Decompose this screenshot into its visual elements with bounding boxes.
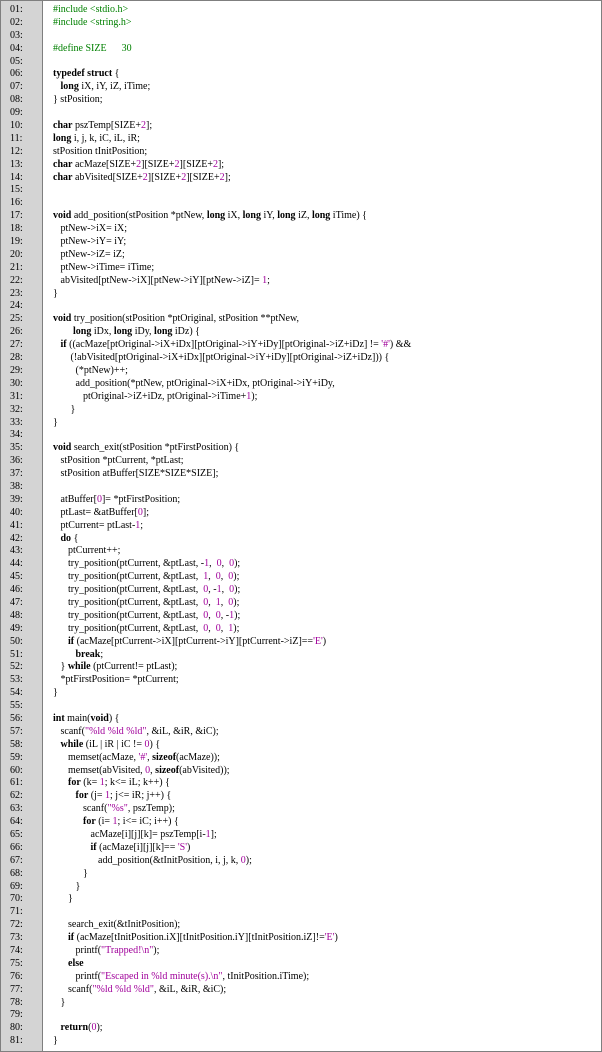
source-text: atBuffer[0]= *ptFirstPosition; bbox=[53, 493, 181, 505]
code-line bbox=[1, 855, 601, 868]
source-text: ptCurrent= ptLast-1; bbox=[53, 519, 144, 531]
source-text: try_position(ptCurrent, &ptLast, 0, 0, 1); bbox=[53, 622, 240, 634]
code-line bbox=[1, 300, 601, 313]
code-line bbox=[1, 223, 601, 236]
line-number: 12: bbox=[10, 145, 23, 157]
line-number: 28: bbox=[10, 352, 23, 364]
code-line bbox=[1, 829, 601, 842]
source-text: } bbox=[53, 893, 73, 905]
line-number: 79: bbox=[10, 1009, 23, 1021]
code-line bbox=[1, 881, 601, 894]
code-line bbox=[1, 249, 601, 262]
line-number: 37: bbox=[10, 468, 23, 480]
code-line bbox=[1, 932, 601, 945]
code-line bbox=[1, 133, 601, 146]
line-number: 63: bbox=[10, 803, 23, 815]
source-text: ptCurrent++; bbox=[53, 545, 121, 557]
source-text: long iDx, long iDy, long iDz) { bbox=[73, 326, 200, 338]
source-text: stPosition *ptCurrent, *ptLast; bbox=[53, 455, 184, 467]
source-text: add_position(*ptNew, ptOriginal->iX+iDx, ptOriginal->iY+iDy, bbox=[53, 377, 335, 389]
code-line bbox=[1, 906, 601, 919]
source-text: try_position(ptCurrent, &ptLast, 0, 0, -1); bbox=[53, 609, 241, 621]
line-number: 42: bbox=[10, 532, 23, 544]
source-text: memset(acMaze, '#', sizeof(acMaze)); bbox=[53, 751, 220, 763]
source-text: add_position(&tInitPosition, i, j, k, 0); bbox=[53, 854, 252, 866]
source-text: stPosition atBuffer[SIZE*SIZE*SIZE]; bbox=[53, 468, 219, 480]
code-line bbox=[1, 713, 601, 726]
line-number: 03: bbox=[10, 29, 23, 41]
line-number: 59: bbox=[10, 751, 23, 763]
code-line bbox=[1, 1035, 601, 1048]
line-number: 48: bbox=[10, 609, 23, 621]
code-line bbox=[1, 210, 601, 223]
line-number: 22: bbox=[10, 274, 23, 286]
line-number: 21: bbox=[10, 261, 23, 273]
code-line bbox=[1, 545, 601, 558]
line-number: 39: bbox=[10, 493, 23, 505]
source-text: do { bbox=[60, 532, 79, 544]
source-text: } while (ptCurrent!= ptLast); bbox=[53, 661, 178, 673]
line-number: 50: bbox=[10, 635, 23, 647]
source-text: #define SIZE 30 bbox=[53, 42, 132, 54]
code-line bbox=[1, 378, 601, 391]
line-number: 08: bbox=[10, 94, 23, 106]
code-line bbox=[1, 558, 601, 571]
code-line bbox=[1, 391, 601, 404]
source-text: acMaze[i][j][k]= pszTemp[i-1]; bbox=[53, 829, 217, 840]
code-line bbox=[1, 365, 601, 378]
line-number: 27: bbox=[10, 339, 23, 351]
line-number: 49: bbox=[10, 622, 23, 634]
source-text: long iX, iY, iZ, iTime; bbox=[60, 81, 151, 93]
line-number: 14: bbox=[10, 171, 23, 183]
line-number: 62: bbox=[10, 790, 23, 802]
code-line bbox=[1, 842, 601, 855]
source-text: try_position(ptCurrent, &ptLast, 1, 0, 0); bbox=[53, 571, 240, 583]
source-text: break; bbox=[75, 648, 104, 660]
line-number: 81: bbox=[10, 1035, 23, 1047]
code-line bbox=[1, 571, 601, 584]
code-line bbox=[1, 777, 601, 790]
code-line bbox=[1, 159, 601, 172]
line-number: 35: bbox=[10, 442, 23, 454]
line-number: 36: bbox=[10, 455, 23, 467]
source-text: try_position(ptCurrent, &ptLast, 0, -1, 0); bbox=[53, 584, 241, 596]
code-line bbox=[1, 584, 601, 597]
code-line bbox=[1, 726, 601, 739]
source-text: #include <stdio.h> bbox=[53, 4, 129, 15]
line-number: 46: bbox=[10, 584, 23, 596]
source-text: if (acMaze[ptCurrent->iX][ptCurrent->iY][ptCurrent->iZ]=='E') bbox=[68, 635, 327, 647]
source-text: try_position(ptCurrent, &ptLast, -1, 0, 0); bbox=[53, 558, 241, 570]
line-number: 67: bbox=[10, 854, 23, 866]
line-number: 15: bbox=[10, 184, 23, 196]
code-line bbox=[1, 236, 601, 249]
code-line bbox=[1, 868, 601, 881]
source-text: } bbox=[53, 867, 88, 879]
line-number: 20: bbox=[10, 248, 23, 260]
code-line bbox=[1, 507, 601, 520]
code-line bbox=[1, 481, 601, 494]
line-number: 74: bbox=[10, 945, 23, 957]
code-line bbox=[1, 919, 601, 932]
source-text: else bbox=[68, 957, 84, 969]
code-line bbox=[1, 739, 601, 752]
source-text: (!abVisited[ptOriginal->iX+iDx][ptOriginal->iY+iDy][ptOriginal->iZ+iDz])) { bbox=[53, 352, 390, 364]
source-text: for (j= 1; j<= iR; j++) { bbox=[75, 790, 172, 802]
source-text: char pszTemp[SIZE+2]; bbox=[53, 120, 153, 132]
code-line bbox=[1, 649, 601, 662]
code-line bbox=[1, 417, 601, 430]
source-text: } bbox=[53, 996, 66, 1008]
line-number: 77: bbox=[10, 983, 23, 995]
code-line bbox=[1, 288, 601, 301]
line-number: 47: bbox=[10, 596, 23, 608]
line-number: 65: bbox=[10, 829, 23, 840]
line-number: 51: bbox=[10, 648, 23, 660]
line-number: 13: bbox=[10, 158, 23, 170]
code-line bbox=[1, 636, 601, 649]
source-text: ptNew->iX= iX; bbox=[53, 223, 128, 235]
code-line bbox=[1, 610, 601, 623]
line-number: 26: bbox=[10, 326, 23, 338]
line-number: 72: bbox=[10, 919, 23, 931]
source-text: printf("Trapped!\n"); bbox=[53, 945, 160, 957]
code-line bbox=[1, 455, 601, 468]
line-number: 53: bbox=[10, 674, 23, 686]
code-line bbox=[1, 468, 601, 481]
source-text: scanf("%ld %ld %ld", &iL, &iR, &iC); bbox=[53, 725, 219, 737]
code-line bbox=[1, 94, 601, 107]
code-line bbox=[1, 4, 601, 17]
code-line bbox=[1, 326, 601, 339]
line-number: 05: bbox=[10, 55, 23, 67]
line-number: 16: bbox=[10, 197, 23, 209]
line-number: 76: bbox=[10, 970, 23, 982]
source-text: ptNew->iZ= iZ; bbox=[53, 248, 125, 260]
source-text: ptOriginal->iZ+iDz, ptOriginal->iTime+1); bbox=[53, 390, 258, 402]
code-line bbox=[1, 339, 601, 352]
source-text: *ptFirstPosition= *ptCurrent; bbox=[53, 674, 179, 686]
source-text: void try_position(stPosition *ptOriginal, stPosition **ptNew, bbox=[53, 313, 300, 325]
source-text: ptNew->iTime= iTime; bbox=[53, 261, 155, 273]
source-text: if (acMaze[i][j][k]== 'S') bbox=[90, 841, 191, 853]
code-line bbox=[1, 597, 601, 610]
code-line bbox=[1, 197, 601, 210]
line-number: 71: bbox=[10, 906, 23, 918]
line-number: 34: bbox=[10, 429, 23, 441]
line-number: 30: bbox=[10, 377, 23, 389]
line-number: 29: bbox=[10, 364, 23, 376]
code-line bbox=[1, 958, 601, 971]
line-number: 56: bbox=[10, 712, 23, 724]
line-number: 17: bbox=[10, 210, 23, 222]
source-text: abVisited[ptNew->iX][ptNew->iY][ptNew->iZ]= 1; bbox=[53, 274, 270, 286]
code-line bbox=[1, 81, 601, 94]
line-number: 78: bbox=[10, 996, 23, 1008]
line-number: 01: bbox=[10, 4, 23, 15]
code-line bbox=[1, 275, 601, 288]
source-text: char acMaze[SIZE+2][SIZE+2][SIZE+2]; bbox=[53, 158, 225, 170]
code-line bbox=[1, 984, 601, 997]
code-line bbox=[1, 971, 601, 984]
line-number: 04: bbox=[10, 42, 23, 54]
source-text: try_position(ptCurrent, &ptLast, 0, 1, 0); bbox=[53, 596, 240, 608]
source-text: for (i= 1; i<= iC; i++) { bbox=[83, 816, 179, 828]
source-text: char abVisited[SIZE+2][SIZE+2][SIZE+2]; bbox=[53, 171, 231, 183]
code-line bbox=[1, 623, 601, 636]
source-text: scanf("%ld %ld %ld", &iL, &iR, &iC); bbox=[53, 983, 227, 995]
line-number: 70: bbox=[10, 893, 23, 905]
source-text: return(0); bbox=[60, 1022, 103, 1034]
line-number: 66: bbox=[10, 841, 23, 853]
line-number: 57: bbox=[10, 725, 23, 737]
line-number: 07: bbox=[10, 81, 23, 93]
source-text: ptNew->iY= iY; bbox=[53, 236, 127, 248]
source-text: } bbox=[53, 880, 81, 892]
line-number: 80: bbox=[10, 1022, 23, 1034]
source-text: } stPosition; bbox=[53, 94, 103, 106]
code-line bbox=[1, 404, 601, 417]
code-line bbox=[1, 107, 601, 120]
source-text: search_exit(&tInitPosition); bbox=[53, 919, 181, 931]
line-number: 45: bbox=[10, 571, 23, 583]
line-number: 61: bbox=[10, 777, 23, 789]
code-line bbox=[1, 674, 601, 687]
line-number: 55: bbox=[10, 700, 23, 712]
code-line bbox=[1, 352, 601, 365]
source-text: } bbox=[53, 1035, 58, 1047]
line-number: 02: bbox=[10, 16, 23, 28]
line-number: 24: bbox=[10, 300, 23, 312]
line-number: 64: bbox=[10, 816, 23, 828]
line-number: 18: bbox=[10, 223, 23, 235]
source-text: while (iL | iR | iC != 0) { bbox=[60, 738, 161, 750]
code-line bbox=[1, 262, 601, 275]
source-text: void search_exit(stPosition *ptFirstPosition) { bbox=[53, 442, 240, 454]
line-number: 32: bbox=[10, 403, 23, 415]
source-text: (*ptNew)++; bbox=[53, 364, 128, 376]
code-line bbox=[1, 700, 601, 713]
line-number: 11: bbox=[10, 132, 23, 144]
line-number: 33: bbox=[10, 416, 23, 428]
source-text: memset(abVisited, 0, sizeof(abVisited)); bbox=[53, 764, 230, 776]
source-text: long i, j, k, iC, iL, iR; bbox=[53, 132, 140, 144]
code-line bbox=[1, 1009, 601, 1022]
code-body bbox=[1, 4, 601, 1048]
code-line bbox=[1, 1022, 601, 1035]
code-line bbox=[1, 803, 601, 816]
code-line bbox=[1, 893, 601, 906]
code-line bbox=[1, 661, 601, 674]
source-text: scanf("%s", pszTemp); bbox=[53, 803, 175, 815]
code-line bbox=[1, 533, 601, 546]
source-text: printf("Escaped in %ld minute(s).\n", tInitPosition.iTime); bbox=[53, 970, 310, 982]
source-text: } bbox=[53, 287, 58, 299]
code-line bbox=[1, 172, 601, 185]
line-number: 52: bbox=[10, 661, 23, 673]
line-number: 19: bbox=[10, 236, 23, 248]
code-line bbox=[1, 752, 601, 765]
line-number: 09: bbox=[10, 107, 23, 119]
source-text: void add_position(stPosition *ptNew, long iX, long iY, long iZ, long iTime) { bbox=[53, 210, 367, 222]
line-number: 38: bbox=[10, 480, 23, 492]
source-text: } bbox=[53, 687, 58, 699]
source-text: } bbox=[53, 416, 58, 428]
line-number: 60: bbox=[10, 764, 23, 776]
source-text: stPosition tInitPosition; bbox=[53, 145, 148, 157]
line-number: 41: bbox=[10, 519, 23, 531]
code-line bbox=[1, 520, 601, 533]
code-line bbox=[1, 429, 601, 442]
source-text: typedef struct { bbox=[53, 68, 120, 80]
line-number: 54: bbox=[10, 687, 23, 699]
code-line bbox=[1, 56, 601, 69]
line-number: 31: bbox=[10, 390, 23, 402]
code-line bbox=[1, 184, 601, 197]
source-text: if (acMaze[tInitPosition.iX][tInitPosition.iY][tInitPosition.iZ]!='E') bbox=[68, 932, 338, 944]
line-number: 68: bbox=[10, 867, 23, 879]
line-number: 75: bbox=[10, 957, 23, 969]
source-text: if ((acMaze[ptOriginal->iX+iDx][ptOriginal->iY+iDy][ptOriginal->iZ+iDz] != '#') && bbox=[60, 339, 412, 351]
source-text: int main(void) { bbox=[53, 712, 120, 724]
line-number: 23: bbox=[10, 287, 23, 299]
line-number: 69: bbox=[10, 880, 23, 892]
code-line bbox=[1, 494, 601, 507]
code-line bbox=[1, 120, 601, 133]
code-line bbox=[1, 313, 601, 326]
line-number: 25: bbox=[10, 313, 23, 325]
line-number: 58: bbox=[10, 738, 23, 750]
line-number: 40: bbox=[10, 506, 23, 518]
source-text: #include <string.h> bbox=[53, 16, 132, 28]
code-line bbox=[1, 945, 601, 958]
code-line bbox=[1, 997, 601, 1010]
code-line bbox=[1, 790, 601, 803]
source-text: } bbox=[53, 403, 76, 415]
source-text: for (k= 1; k<= iL; k++) { bbox=[68, 777, 170, 789]
code-line bbox=[1, 17, 601, 30]
code-line bbox=[1, 68, 601, 81]
code-line bbox=[1, 816, 601, 829]
line-number: 73: bbox=[10, 932, 23, 944]
code-line bbox=[1, 442, 601, 455]
code-line bbox=[1, 146, 601, 159]
line-number: 10: bbox=[10, 120, 23, 132]
source-text: ptLast= &atBuffer[0]; bbox=[53, 506, 149, 518]
line-number: 06: bbox=[10, 68, 23, 80]
code-line bbox=[1, 765, 601, 778]
line-number: 43: bbox=[10, 545, 23, 557]
code-line bbox=[1, 43, 601, 56]
code-line bbox=[1, 687, 601, 700]
line-number: 44: bbox=[10, 558, 23, 570]
code-line bbox=[1, 30, 601, 43]
